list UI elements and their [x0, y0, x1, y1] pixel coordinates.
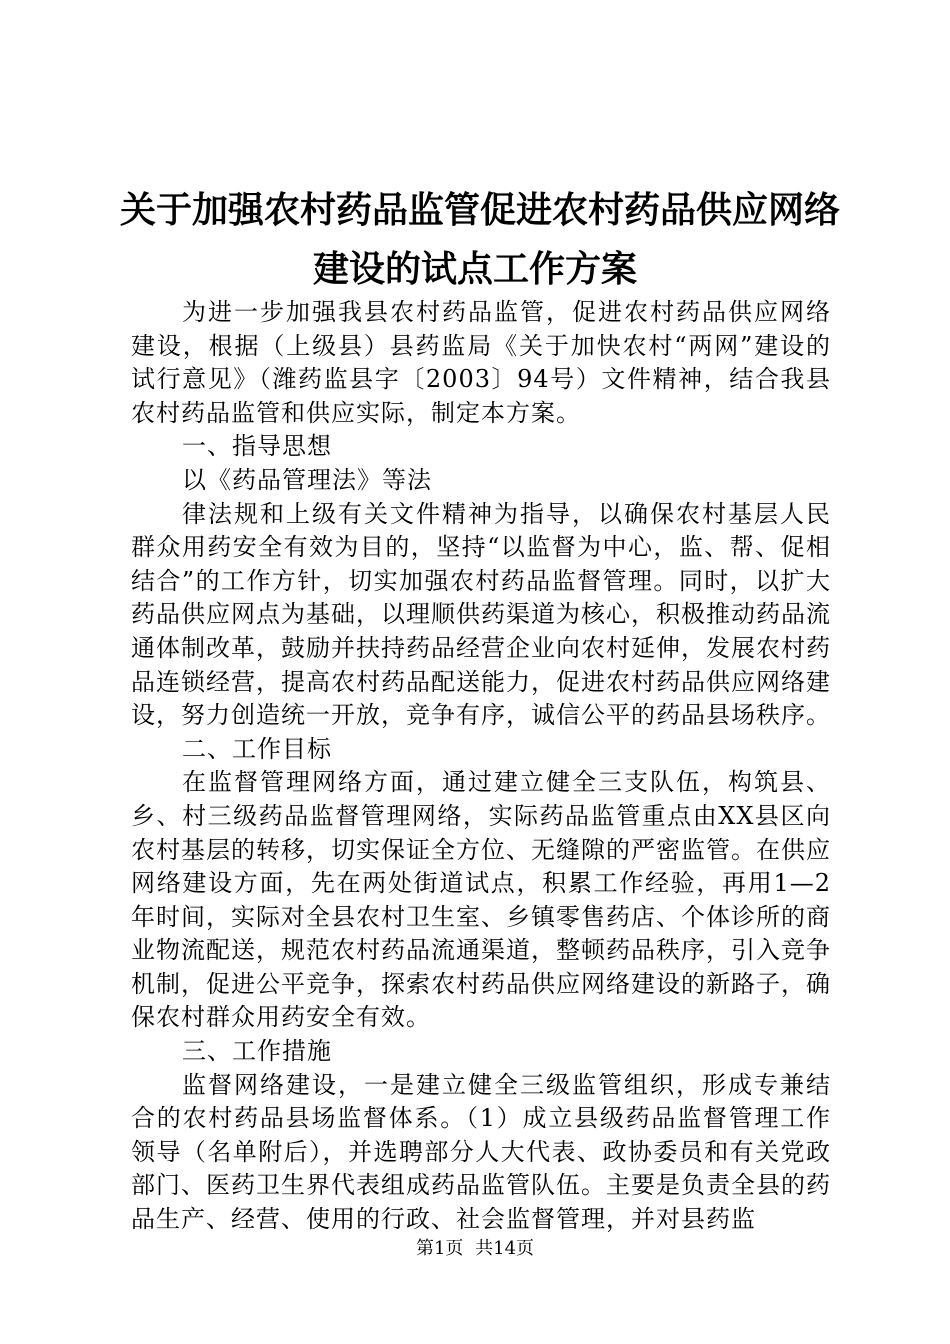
guiding-ideology-lead: 以《药品管理法》等法	[182, 465, 432, 494]
page-footer	[0, 1238, 950, 1260]
document-title-line-2: 建设的试点工作方案	[312, 248, 637, 290]
guiding-ideology-paragraph: 律法规和上级有关文件精神为指导，以确保农村基层人民群众用药安全有效为目的，坚持“以监督为中心，监、帮、促相结合”的工作方针，切实加强农村药品监督管理。同时，以扩大药品供应网点为基础，以理顺供药渠道为核心，积极推动药品流通体制改革，鼓励并扶持药品经营企业向农村延伸，发展农村药品连锁经营，提高农村药品配送能力，促进农村药品供应网络建设，努力创造统一开放，竞争有序，诚信公平的药品县场秩序。	[131, 499, 831, 730]
document-title-line-1: 关于加强农村药品监管促进农村药品供应网络	[120, 189, 841, 231]
document-body	[131, 296, 831, 1237]
section-heading-guiding-ideology: 一、指导思想	[182, 432, 332, 461]
section-heading-work-measures: 三、工作措施	[182, 1037, 332, 1066]
page-total: 共14页	[475, 1238, 535, 1259]
page-number: 第1页	[415, 1238, 464, 1259]
intro-paragraph: 为进一步加强我县农村药品监管，促进农村药品供应网络建设，根据（上级县）县药监局《关于加快农村“两网”建设的试行意见》（潍药监县字〔2003〕94号）文件精神，结合我县农村药品监管和供应实际，制定本方案。	[131, 298, 831, 427]
work-goals-paragraph: 在监督管理网络方面，通过建立健全三支队伍，构筑县、乡、村三级药品监督管理网络，实际药品监管重点由XX县区向农村基层的转移，切实保证全方位、无缝隙的严密监管。在供应网络建设方面，先在两处街道试点，积累工作经验，再用1—2年时间，实际对全县农村卫生室、乡镇零售药店、个体诊所的商业物流配送，规范农村药品流通渠道，整顿药品秩序，引入竞争机制，促进公平竞争，探索农村药品供应网络建设的新路子，确保农村群众用药安全有效。	[131, 768, 831, 1032]
work-measures-paragraph: 监督网络建设，一是建立健全三级监管组织，形成专兼结合的农村药品县场监督体系。（1）成立县级药品监督管理工作领导（名单附后），并选聘部分人大代表、政协委员和有关党政部门、医药卫生界代表组成药品监管队伍。主要是负责全县的药品生产、经营、使用的行政、社会监督管理，并对县药监	[131, 1070, 831, 1234]
section-heading-work-goals: 二、工作目标	[182, 734, 332, 763]
